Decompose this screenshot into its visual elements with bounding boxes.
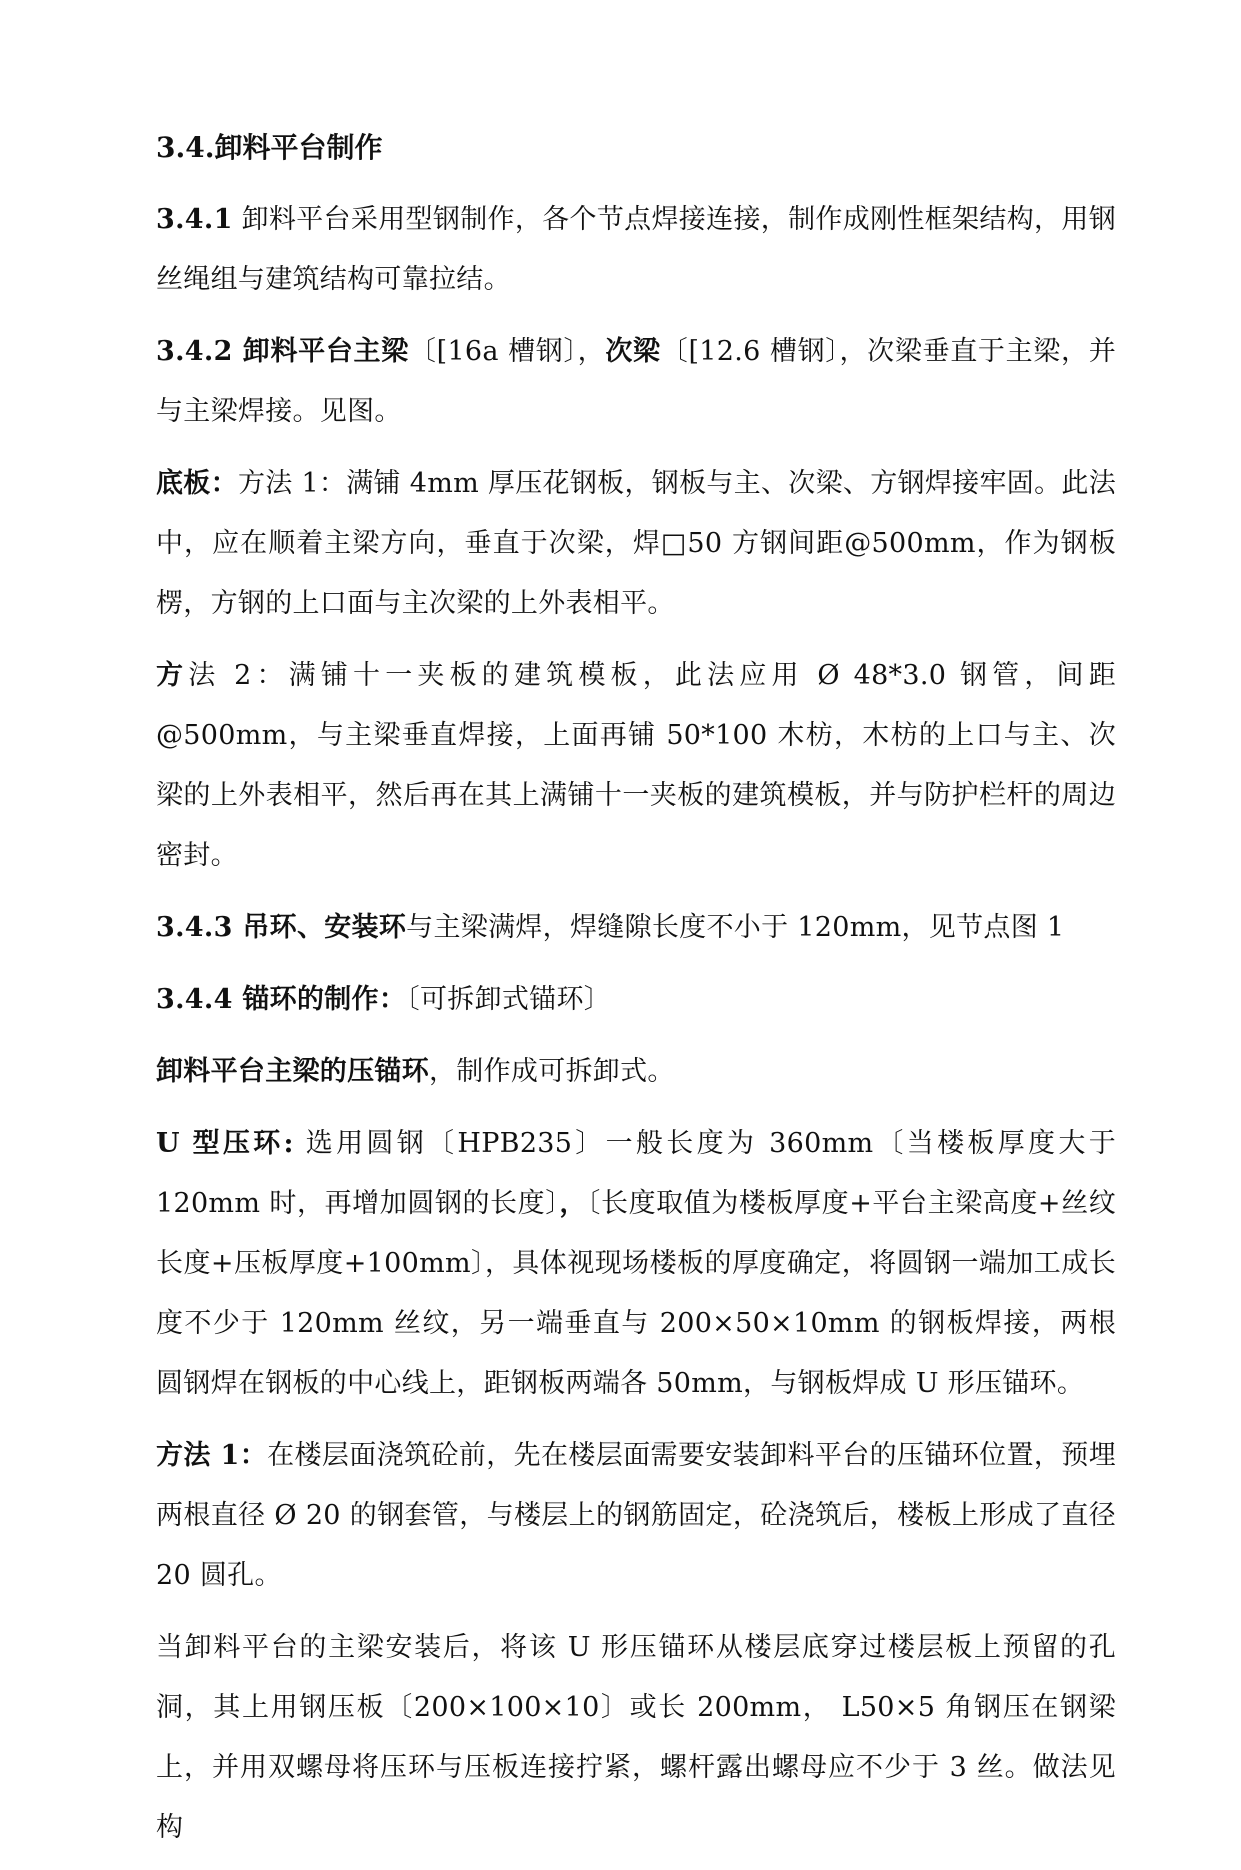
clause-lead: 方法 1：	[156, 1440, 268, 1471]
paragraph-anchor-ring	[156, 1042, 1116, 1102]
clause-lead: 卸料平台主梁的压锚环	[156, 1056, 429, 1087]
clause-lead: 方	[156, 660, 189, 691]
paragraph-text: 方法 1：满铺 4mm 厚压花钢板，钢板与主、次梁、方钢焊接牢固。此法中，应在顺着主梁方向，垂直于次梁，焊□50 方钢间距@500mm，作为钢板楞，方钢的上口面与主次梁的上外表相平。	[156, 468, 1117, 619]
paragraph-3-4-2	[156, 322, 1116, 442]
clause-lead: 3.4.4 锚环的制作：	[156, 984, 407, 1015]
paragraph-3-4-4	[156, 970, 1116, 1030]
paragraph-installation: 当卸料平台的主梁安装后，将该 U 形压锚环从楼层底穿过楼层板上预留的孔洞，其上用钢压板〔200×100×10〕或长 200mm， L50×5 角钢压在钢梁上，并用双螺母将压环与压板连接拧紧，螺杆露出螺母应不少于 3 丝。做法见构	[156, 1632, 1116, 1843]
section-heading: 3.4.卸料平台制作	[156, 131, 383, 164]
paragraph-text: 〔[12.6 槽钢〕，次梁垂直于主梁，并与主梁焊接。见图。	[156, 336, 1116, 427]
clause-lead: 3.4.2 卸料平台主梁	[156, 336, 409, 367]
paragraph-3-4-1	[156, 190, 1116, 310]
paragraph-method-1	[156, 1426, 1116, 1606]
clause-number: 3.4.1	[156, 204, 233, 235]
clause-lead: 底板：	[156, 468, 238, 499]
paragraph-text: 卸料平台采用型钢制作，各个节点焊接连接，制作成刚性框架结构，用钢丝绳组与建筑结构可靠拉结。	[156, 204, 1116, 295]
paragraph-text: ，制作成可拆卸式。	[429, 1056, 675, 1087]
paragraph-text: 〔可拆卸式锚环〕	[406, 984, 612, 1015]
document-page	[156, 118, 1116, 1870]
paragraph-text: 选用圆钢〔HPB235〕一般长度为 360mm〔当楼板厚度大于 120mm 时，再增加圆钢的长度〕	[156, 1128, 1117, 1219]
clause-lead: U 型压环:	[156, 1128, 294, 1159]
paragraph-text: 〔长度取值为楼板厚度+平台主梁高度+丝纹长度+压板厚度+100mm〕，具体视现场楼板的厚度确定，将圆钢一端加工成长度不少于 120mm 丝纹，另一端垂直与 200×50×10mm 的钢板焊接，两根圆钢焊在钢板的中心线上，距钢板两端各 50mm，与钢板焊成 U 形压锚环。	[156, 1188, 1117, 1399]
paragraph-3-4-3	[156, 898, 1116, 958]
clause-lead: 3.4.3 吊环、安装环	[156, 912, 407, 943]
secondary-beam-label: 次梁	[605, 336, 661, 367]
punctuation: ，	[559, 1188, 587, 1219]
paragraph-method-2	[156, 646, 1116, 886]
paragraph-u-ring	[156, 1114, 1116, 1414]
paragraph-text: 与主梁满焊，焊缝隙长度不小于 120mm，见节点图 1	[406, 912, 1065, 943]
paragraph-text: 在楼层面浇筑砼前，先在楼层面需要安装卸料平台的压锚环位置，预埋两根直径 Ø 20 的钢套管，与楼层上的钢筋固定，砼浇筑后，楼板上形成了直径 20 圆孔。	[156, 1440, 1116, 1591]
paragraph-text: 〔[16a 槽钢〕，	[408, 336, 606, 367]
paragraph-base-plate	[156, 454, 1116, 634]
paragraph-text: 法 2：满铺十一夹板的建筑模板，此法应用 Ø 48*3.0 钢管，间距@500mm，与主梁垂直焊接，上面再铺 50*100 木枋，木枋的上口与主、次梁的上外表相平，然后再在其上满铺十一夹板的建筑模板，并与防护栏杆的周边密封。	[156, 660, 1116, 871]
